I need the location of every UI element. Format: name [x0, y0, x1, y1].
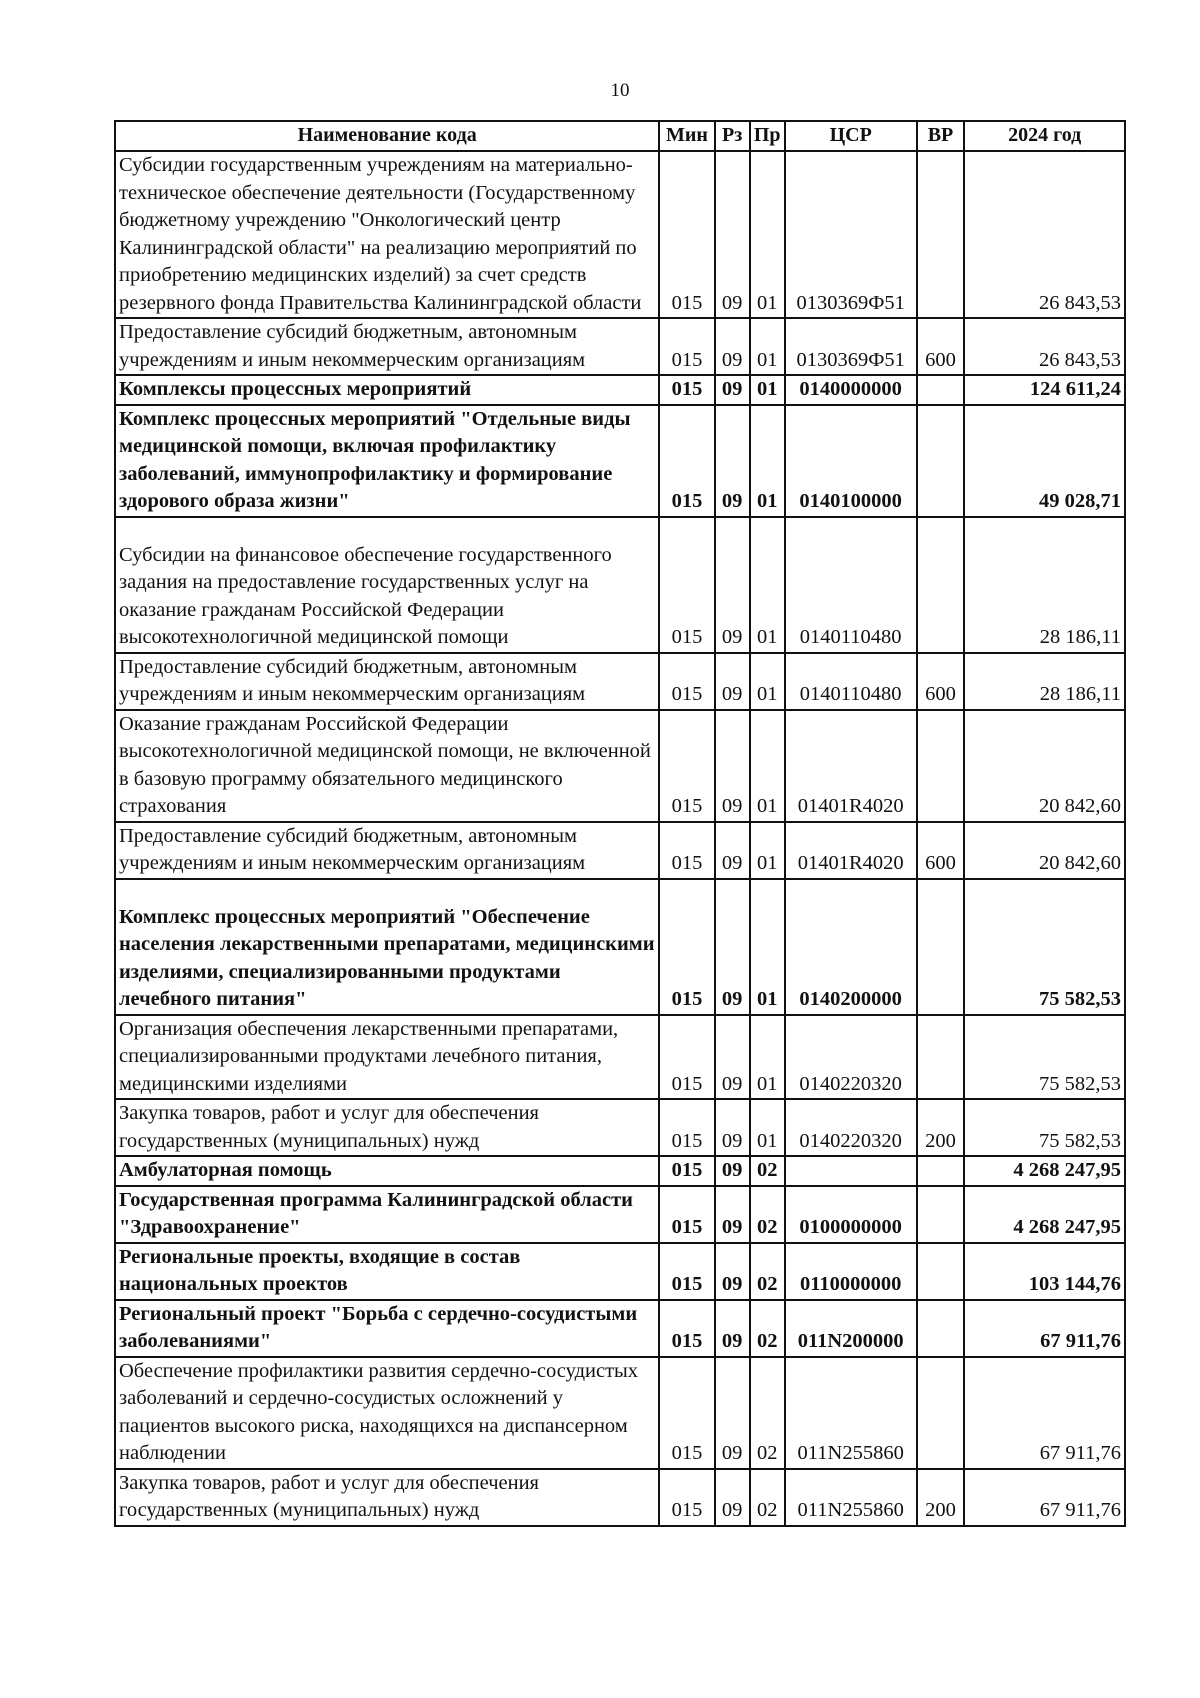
cell-rz: 09: [715, 1469, 750, 1526]
cell-amount: 67 911,76: [964, 1357, 1125, 1469]
table-row: [115, 1015, 1125, 1100]
cell-vr: 600: [917, 653, 965, 710]
cell-min: 015: [659, 318, 714, 375]
cell-csr: 0140110480: [785, 517, 917, 653]
cell-rz: 09: [715, 879, 750, 1015]
table-row: [115, 710, 1125, 822]
cell-name: Оказание гражданам Российской Федерации высокотехнологичной медицинской помощи, не включенной в базовую программу обязательного медицинского страхования: [115, 710, 659, 822]
cell-amount: 124 611,24: [964, 375, 1125, 405]
cell-amount: 28 186,11: [964, 517, 1125, 653]
cell-csr: 0140100000: [785, 405, 917, 517]
cell-vr: [917, 1015, 965, 1100]
cell-amount: 4 268 247,95: [964, 1186, 1125, 1243]
cell-pr: 01: [750, 1099, 785, 1156]
cell-name: Предоставление субсидий бюджетным, автономным учреждениям и иным некоммерческим организациям: [115, 653, 659, 710]
cell-pr: 01: [750, 710, 785, 822]
table-row: [115, 653, 1125, 710]
cell-name: Субсидии государственным учреждениям на материально-техническое обеспечение деятельности (Государственному бюджетному учреждению "Онкологический центр Калининградской области" на реализацию мероприятий по приобретению медицинских изделий) за счет средств резервного фонда Правительства Калининградской области: [115, 151, 659, 318]
table-row: [115, 405, 1125, 517]
cell-vr: 600: [917, 822, 965, 879]
cell-name: Закупка товаров, работ и услуг для обеспечения государственных (муниципальных) нужд: [115, 1469, 659, 1526]
cell-amount: 75 582,53: [964, 879, 1125, 1015]
cell-vr: [917, 1357, 965, 1469]
table-body: [115, 151, 1125, 1526]
table-row: [115, 1186, 1125, 1243]
cell-csr: 0100000000: [785, 1186, 917, 1243]
cell-name: Субсидии на финансовое обеспечение государственного задания на предоставление государственных услуг на оказание гражданам Российской Федерации высокотехнологичной медицинской помощи: [115, 517, 659, 653]
cell-vr: [917, 879, 965, 1015]
budget-table: [114, 120, 1126, 1527]
cell-rz: 09: [715, 653, 750, 710]
cell-rz: 09: [715, 1300, 750, 1357]
cell-min: 015: [659, 1099, 714, 1156]
table-row: [115, 151, 1125, 318]
header-vr: ВР: [917, 121, 965, 151]
cell-vr: 600: [917, 318, 965, 375]
cell-name: Региональные проекты, входящие в состав национальных проектов: [115, 1243, 659, 1300]
cell-amount: 26 843,53: [964, 318, 1125, 375]
cell-csr: 0140220320: [785, 1099, 917, 1156]
cell-name: Предоставление субсидий бюджетным, автономным учреждениям и иным некоммерческим организациям: [115, 318, 659, 375]
header-name: Наименование кода: [115, 121, 659, 151]
cell-min: 015: [659, 151, 714, 318]
cell-vr: [917, 1243, 965, 1300]
cell-min: 015: [659, 822, 714, 879]
cell-amount: 75 582,53: [964, 1099, 1125, 1156]
cell-pr: 01: [750, 375, 785, 405]
cell-name: Организация обеспечения лекарственными препаратами, специализированными продуктами лечебного питания, медицинскими изделиями: [115, 1015, 659, 1100]
header-pr: Пр: [750, 121, 785, 151]
cell-csr: [785, 1156, 917, 1186]
cell-min: 015: [659, 1357, 714, 1469]
cell-pr: 02: [750, 1357, 785, 1469]
header-csr: ЦСР: [785, 121, 917, 151]
cell-name: Обеспечение профилактики развития сердечно-сосудистых заболеваний и сердечно-сосудистых осложнений у пациентов высокого риска, находящихся на диспансерном наблюдении: [115, 1357, 659, 1469]
cell-rz: 09: [715, 1357, 750, 1469]
cell-rz: 09: [715, 1186, 750, 1243]
cell-rz: 09: [715, 1015, 750, 1100]
cell-min: 015: [659, 879, 714, 1015]
cell-vr: 200: [917, 1099, 965, 1156]
cell-rz: 09: [715, 517, 750, 653]
cell-csr: 0140200000: [785, 879, 917, 1015]
cell-rz: 09: [715, 151, 750, 318]
cell-min: 015: [659, 710, 714, 822]
table-row: [115, 517, 1125, 653]
cell-name: Региональный проект "Борьба с сердечно-сосудистыми заболеваниями": [115, 1300, 659, 1357]
cell-name: Закупка товаров, работ и услуг для обеспечения государственных (муниципальных) нужд: [115, 1099, 659, 1156]
cell-pr: 02: [750, 1156, 785, 1186]
cell-pr: 01: [750, 151, 785, 318]
cell-min: 015: [659, 375, 714, 405]
table-row: [115, 1357, 1125, 1469]
cell-csr: 011N255860: [785, 1357, 917, 1469]
cell-amount: 67 911,76: [964, 1300, 1125, 1357]
header-year: 2024 год: [964, 121, 1125, 151]
cell-csr: 0130369Ф51: [785, 318, 917, 375]
cell-amount: 67 911,76: [964, 1469, 1125, 1526]
cell-min: 015: [659, 1469, 714, 1526]
cell-rz: 09: [715, 822, 750, 879]
cell-pr: 01: [750, 405, 785, 517]
cell-csr: 011N200000: [785, 1300, 917, 1357]
cell-rz: 09: [715, 405, 750, 517]
cell-csr: 0140220320: [785, 1015, 917, 1100]
cell-rz: 09: [715, 1243, 750, 1300]
cell-csr: 01401R4020: [785, 710, 917, 822]
cell-min: 015: [659, 1300, 714, 1357]
cell-amount: 20 842,60: [964, 710, 1125, 822]
cell-amount: 103 144,76: [964, 1243, 1125, 1300]
cell-amount: 20 842,60: [964, 822, 1125, 879]
table-row: [115, 879, 1125, 1015]
header-rz: Рз: [715, 121, 750, 151]
cell-min: 015: [659, 405, 714, 517]
cell-amount: 4 268 247,95: [964, 1156, 1125, 1186]
cell-csr: 0110000000: [785, 1243, 917, 1300]
cell-vr: [917, 151, 965, 318]
cell-name: Комплексы процессных мероприятий: [115, 375, 659, 405]
cell-amount: 75 582,53: [964, 1015, 1125, 1100]
cell-amount: 49 028,71: [964, 405, 1125, 517]
cell-rz: 09: [715, 710, 750, 822]
cell-csr: 011N255860: [785, 1469, 917, 1526]
cell-csr: 0140000000: [785, 375, 917, 405]
cell-amount: 26 843,53: [964, 151, 1125, 318]
cell-min: 015: [659, 1156, 714, 1186]
cell-vr: [917, 710, 965, 822]
header-row: [115, 121, 1125, 151]
cell-pr: 01: [750, 1015, 785, 1100]
cell-vr: [917, 1300, 965, 1357]
cell-rz: 09: [715, 375, 750, 405]
cell-pr: 01: [750, 822, 785, 879]
table-row: [115, 1099, 1125, 1156]
cell-name: Предоставление субсидий бюджетным, автономным учреждениям и иным некоммерческим организациям: [115, 822, 659, 879]
table-row: [115, 1300, 1125, 1357]
page-number: 10: [610, 80, 630, 101]
cell-pr: 02: [750, 1469, 785, 1526]
table-row: [115, 1156, 1125, 1186]
cell-vr: 200: [917, 1469, 965, 1526]
cell-name: Амбулаторная помощь: [115, 1156, 659, 1186]
cell-min: 015: [659, 1243, 714, 1300]
table-row: [115, 822, 1125, 879]
cell-vr: [917, 517, 965, 653]
cell-vr: [917, 405, 965, 517]
header-min: Мин: [659, 121, 714, 151]
table-row: [115, 318, 1125, 375]
cell-csr: 0140110480: [785, 653, 917, 710]
cell-pr: 01: [750, 517, 785, 653]
cell-pr: 01: [750, 653, 785, 710]
cell-pr: 01: [750, 318, 785, 375]
cell-amount: 28 186,11: [964, 653, 1125, 710]
cell-vr: [917, 375, 965, 405]
cell-name: Комплекс процессных мероприятий "Отдельные виды медицинской помощи, включая профилактику заболеваний, иммунопрофилактику и формирование здорового образа жизни": [115, 405, 659, 517]
cell-vr: [917, 1156, 965, 1186]
table-row: [115, 1469, 1125, 1526]
cell-min: 015: [659, 517, 714, 653]
cell-pr: 01: [750, 879, 785, 1015]
cell-rz: 09: [715, 318, 750, 375]
cell-pr: 02: [750, 1243, 785, 1300]
cell-pr: 02: [750, 1186, 785, 1243]
cell-vr: [917, 1186, 965, 1243]
cell-name: Комплекс процессных мероприятий "Обеспечение населения лекарственными препаратами, медицинскими изделиями, специализированными продуктами лечебного питания": [115, 879, 659, 1015]
cell-min: 015: [659, 1186, 714, 1243]
cell-rz: 09: [715, 1099, 750, 1156]
cell-csr: 01401R4020: [785, 822, 917, 879]
cell-rz: 09: [715, 1156, 750, 1186]
table-row: [115, 375, 1125, 405]
cell-name: Государственная программа Калининградской области "Здравоохранение": [115, 1186, 659, 1243]
cell-min: 015: [659, 1015, 714, 1100]
cell-pr: 02: [750, 1300, 785, 1357]
cell-csr: 0130369Ф51: [785, 151, 917, 318]
table-row: [115, 1243, 1125, 1300]
cell-min: 015: [659, 653, 714, 710]
